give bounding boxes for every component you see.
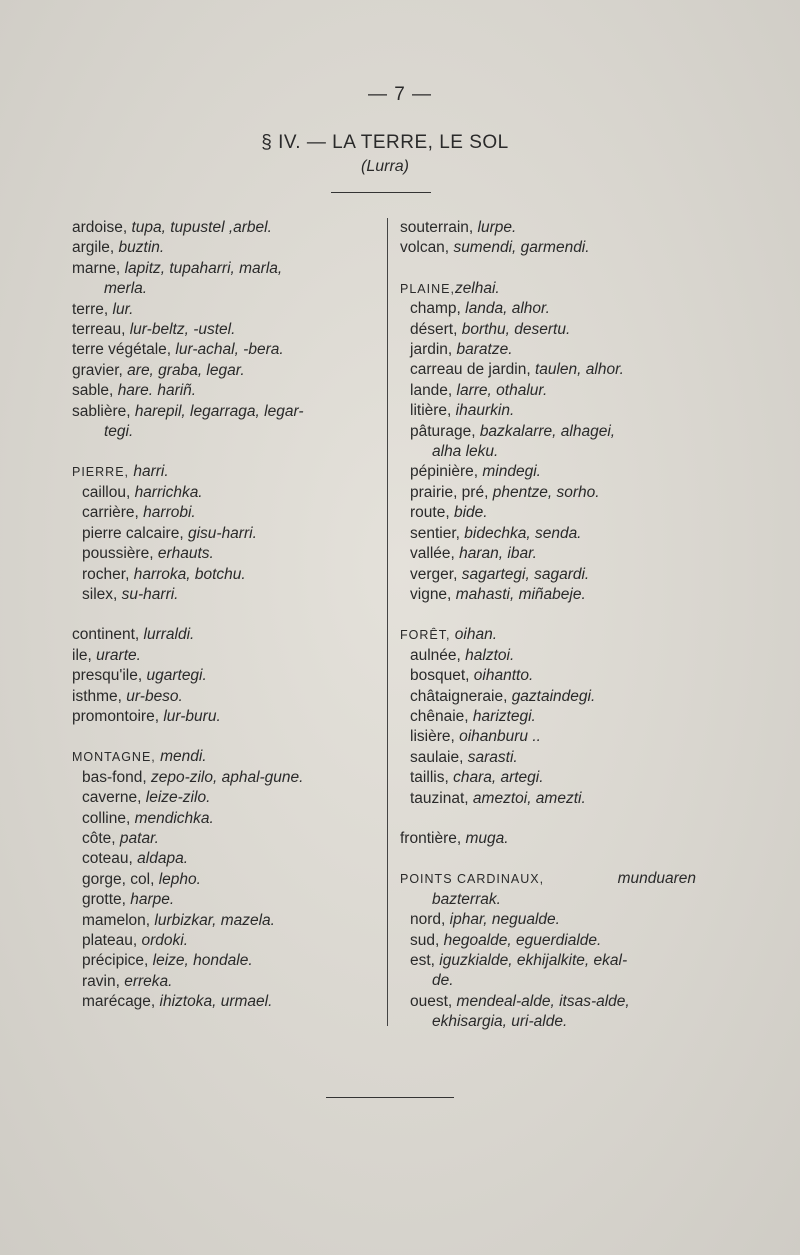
- vocab-entry: [72, 992, 372, 1012]
- vocab-entry: [400, 768, 710, 788]
- basque-term: harrichka.: [134, 483, 203, 501]
- vocab-entry: [400, 401, 710, 421]
- french-term: litière,: [410, 402, 452, 420]
- basque-term: leize, hondale.: [152, 952, 253, 970]
- basque-term: sarasti.: [467, 748, 518, 766]
- vocab-entry: [400, 524, 710, 544]
- french-term: vallée,: [410, 545, 455, 563]
- vocab-entry: [72, 503, 372, 523]
- french-term: caverne,: [82, 789, 142, 807]
- french-term: est,: [410, 952, 435, 969]
- french-term: sentier,: [410, 524, 460, 542]
- basque-term: patar.: [119, 829, 159, 847]
- vocab-entry: [400, 931, 710, 951]
- french-term: pâturage,: [410, 422, 476, 440]
- basque-term: ihiztoka, urmael.: [159, 993, 273, 1011]
- basque-term: borthu, desertu.: [461, 320, 571, 338]
- vocab-entry: [400, 666, 710, 686]
- french-term: carreau de jardin,: [410, 361, 531, 379]
- basque-term: taulen, alhor.: [534, 361, 624, 379]
- basque-term: baratze.: [456, 341, 513, 359]
- vocab-entry: [400, 544, 710, 564]
- heading-montagne: MONTAGNE, mendi.: [72, 748, 207, 766]
- basque-term: harroka, botchu.: [133, 565, 246, 583]
- basque-term-continued: ekhisargia, uri-alde.: [432, 1013, 568, 1031]
- basque-term: zepo-zilo, aphal-gune.: [150, 768, 304, 786]
- basque-term: lur-beltz, -ustel.: [129, 321, 236, 339]
- basque-term: ur-beso.: [126, 687, 183, 705]
- vocab-entry: [400, 299, 710, 319]
- group-earth: [72, 218, 372, 442]
- group-cardinal: [400, 910, 710, 1032]
- basque-term-continued: alha leku.: [432, 443, 499, 461]
- vocab-entry: [72, 361, 372, 381]
- basque-term: are, graba, legar.: [127, 361, 245, 379]
- basque-term: aldapa.: [137, 850, 189, 868]
- french-term: taillis,: [410, 769, 449, 787]
- vocab-entry: [72, 972, 372, 992]
- group-mountain: [72, 768, 372, 1013]
- vocab-entry: [72, 340, 372, 360]
- basque-term: harpe.: [130, 891, 175, 909]
- right-column: [400, 218, 710, 1033]
- basque-term: lur-buru.: [163, 707, 221, 725]
- basque-term: sumendi, garmendi.: [453, 239, 590, 257]
- basque-term-continued: merla.: [104, 280, 148, 298]
- vocab-entry: [72, 951, 372, 971]
- french-term: pierre calcaire,: [82, 524, 184, 542]
- basque-term: lur.: [112, 300, 134, 318]
- entry-frontiere: frontière, muga.: [400, 829, 509, 847]
- vocab-entry: [400, 727, 710, 747]
- vocab-entry: [72, 870, 372, 890]
- basque-term: su-harri.: [121, 585, 179, 603]
- french-term: marne,: [72, 259, 121, 277]
- basque-term: oihantto.: [473, 667, 534, 685]
- basque-term: mindegi.: [482, 463, 541, 481]
- basque-term: lur-achal, -bera.: [175, 341, 284, 359]
- vocab-entry: [400, 320, 710, 340]
- heading-foret: FORÊT, oihan.: [400, 626, 497, 644]
- vocab-entry: [400, 503, 710, 523]
- basque-term: bidechka, senda.: [464, 524, 582, 542]
- basque-term: hegoalde, eguerdialde.: [443, 931, 602, 949]
- vocab-entry: [72, 829, 372, 849]
- vocab-entry: [72, 585, 372, 605]
- page-number: — 7 —: [367, 84, 433, 105]
- vocab-entry: [72, 625, 372, 645]
- french-term: caillou,: [82, 483, 131, 501]
- french-term: saulaie,: [410, 748, 464, 766]
- french-term: sud,: [410, 931, 440, 949]
- french-term: poussière,: [82, 545, 154, 563]
- french-term: lande,: [410, 381, 453, 399]
- basque-term: sagartegi, sagardi.: [461, 565, 590, 583]
- french-term: champ,: [410, 300, 461, 318]
- basque-term: lapitz, tupaharri, marla,: [124, 259, 283, 277]
- basque-term: iphar, negualde.: [449, 911, 560, 929]
- french-term: promontoire,: [72, 707, 160, 725]
- french-term: isthme,: [72, 687, 122, 705]
- section-subtitle: (Lurra): [360, 158, 409, 175]
- french-term: désert,: [410, 320, 458, 338]
- french-term: gravier,: [72, 361, 123, 379]
- french-term: prairie, pré,: [410, 483, 489, 501]
- basque-term: erhauts.: [157, 545, 214, 563]
- french-term: argile,: [72, 239, 115, 257]
- basque-term: mendeal-alde, itsas-alde,: [456, 992, 630, 1010]
- basque-term: lurraldi.: [143, 626, 195, 644]
- vocab-entry: [400, 992, 710, 1033]
- basque-term: leize-zilo.: [145, 789, 211, 807]
- basque-term: harepil, legarraga, legar-: [134, 402, 304, 420]
- basque-term: tupa, tupustel ,arbel.: [131, 219, 272, 236]
- french-term: marécage,: [82, 993, 156, 1011]
- column-divider: [387, 218, 388, 1026]
- basque-term: harrobi.: [143, 504, 196, 522]
- vocab-entry: [72, 666, 372, 686]
- french-term: plateau,: [82, 932, 138, 949]
- left-column: [72, 218, 372, 1013]
- vocab-entry: [72, 687, 372, 707]
- french-term: ardoise,: [72, 219, 128, 236]
- french-term: silex,: [82, 585, 118, 603]
- basque-term: haran, ibar.: [459, 545, 537, 563]
- french-term: sablière,: [72, 402, 131, 420]
- vocab-entry: [72, 320, 372, 340]
- basque-term: iguzkialde, ekhijalkite, ekal-: [439, 952, 628, 969]
- vocab-entry: [72, 788, 372, 808]
- basque-term: mendichka.: [134, 809, 214, 827]
- vocab-entry: [72, 931, 372, 951]
- basque-term: bazkalarre, alhagei,: [479, 422, 616, 440]
- french-term: lisière,: [410, 728, 455, 746]
- french-term: souterrain,: [400, 219, 474, 236]
- french-term: verger,: [410, 565, 458, 583]
- basque-term: bide.: [453, 504, 488, 522]
- french-term: côte,: [82, 829, 116, 847]
- basque-term: landa, alhor.: [465, 300, 550, 318]
- french-term: rocher,: [82, 565, 130, 583]
- vocab-entry: [400, 951, 710, 992]
- heading-plaine: PLAINE,zelhai.: [400, 279, 500, 297]
- vocab-entry: [72, 809, 372, 829]
- vocab-entry: [400, 687, 710, 707]
- vocab-entry: [72, 381, 372, 401]
- french-term: ouest,: [410, 992, 453, 1010]
- french-term: précipice,: [82, 952, 149, 970]
- vocab-entry: [72, 911, 372, 931]
- french-term: coteau,: [82, 850, 133, 868]
- french-term: chênaie,: [410, 707, 469, 725]
- french-term: route,: [410, 504, 450, 522]
- vocab-entry: [72, 238, 372, 258]
- french-term: pépinière,: [410, 463, 479, 481]
- basque-term: gaztaindegi.: [511, 687, 596, 705]
- vocab-entry: [400, 462, 710, 482]
- vocab-entry: [400, 748, 710, 768]
- vocab-entry: [72, 565, 372, 585]
- heading-pierre: PIERRE, harri.: [72, 463, 169, 481]
- basque-term: chara, artegi.: [453, 769, 544, 787]
- vocab-entry: [72, 707, 372, 727]
- french-term: colline,: [82, 809, 131, 827]
- vocab-entry: [400, 483, 710, 503]
- french-term: bas-fond,: [82, 768, 147, 786]
- basque-term-continued: tegi.: [104, 423, 134, 441]
- french-term: aulnée,: [410, 646, 461, 664]
- vocab-entry: [72, 544, 372, 564]
- vocab-entry: [400, 360, 710, 380]
- french-term: sable,: [72, 382, 114, 400]
- basque-term: buztin.: [118, 239, 165, 257]
- vocab-entry: [400, 910, 710, 930]
- french-term: bosquet,: [410, 667, 470, 685]
- basque-term: ameztoi, amezti.: [472, 789, 586, 807]
- basque-term: lurpe.: [477, 219, 517, 236]
- basque-term: gisu-harri.: [187, 524, 257, 542]
- basque-term: ugartegi.: [146, 667, 207, 685]
- vocab-entry: [400, 422, 710, 463]
- vocab-entry: [400, 218, 710, 238]
- french-term: gorge, col,: [82, 870, 155, 888]
- group-plain: [400, 299, 710, 605]
- french-term: continent,: [72, 626, 140, 644]
- french-term: jardin,: [410, 341, 453, 359]
- basque-term: urarte.: [96, 646, 141, 664]
- vocab-entry: [72, 402, 372, 443]
- basque-term: oihanburu ..: [459, 728, 541, 746]
- vocab-entry: [72, 849, 372, 869]
- vocab-entry: [72, 768, 372, 788]
- basque-term: hariztegi.: [472, 707, 536, 725]
- vocab-entry: [72, 524, 372, 544]
- vocab-entry: [400, 238, 710, 258]
- heading-points-cardinaux: POINTS CARDINAUX, munduaren bazterrak.: [400, 870, 696, 908]
- basque-term: lepho.: [158, 870, 201, 888]
- vocab-entry: [72, 646, 372, 666]
- basque-term: mahasti, miñabeje.: [455, 585, 586, 603]
- french-term: ile,: [72, 646, 92, 664]
- group-stone: [72, 483, 372, 605]
- basque-term: phentze, sorho.: [492, 483, 600, 501]
- french-term: terreau,: [72, 321, 126, 339]
- vocab-entry: [400, 340, 710, 360]
- basque-term: larre, othalur.: [456, 381, 548, 399]
- french-term: volcan,: [400, 239, 450, 257]
- french-term: grotte,: [82, 891, 126, 909]
- french-term: presqu'ile,: [72, 667, 143, 685]
- group-underground: [400, 218, 710, 259]
- title-rule: [331, 192, 431, 193]
- section-title: § IV. — LA TERRE, LE SOL: [261, 132, 509, 153]
- vocab-entry: [72, 300, 372, 320]
- group-land: [72, 625, 372, 727]
- basque-term: erreka.: [124, 972, 173, 990]
- french-term: châtaigneraie,: [410, 687, 508, 705]
- french-term: ravin,: [82, 972, 120, 990]
- vocab-entry: [400, 585, 710, 605]
- vocab-entry: [400, 789, 710, 809]
- basque-term: ordoki.: [141, 932, 189, 949]
- vocab-entry: [72, 259, 372, 300]
- vocab-entry: [72, 890, 372, 910]
- basque-term: halztoi.: [465, 646, 515, 664]
- vocab-entry: [72, 483, 372, 503]
- basque-term: ihaurkin.: [455, 402, 515, 420]
- vocab-entry: [400, 381, 710, 401]
- basque-term: lurbizkar, mazela.: [154, 911, 275, 929]
- french-term: vigne,: [410, 585, 452, 603]
- french-term: nord,: [410, 911, 446, 929]
- basque-term: hare. hariñ.: [117, 382, 197, 400]
- french-term: terre,: [72, 300, 109, 318]
- bottom-rule: [326, 1097, 454, 1098]
- group-forest: [400, 646, 710, 809]
- vocab-entry: [400, 565, 710, 585]
- basque-term-continued: de.: [432, 972, 454, 990]
- vocab-entry: [400, 707, 710, 727]
- vocab-entry: [400, 646, 710, 666]
- french-term: mamelon,: [82, 911, 151, 929]
- french-term: terre végétale,: [72, 341, 172, 359]
- french-term: carrière,: [82, 504, 139, 522]
- french-term: tauzinat,: [410, 789, 469, 807]
- vocab-entry: [72, 218, 372, 238]
